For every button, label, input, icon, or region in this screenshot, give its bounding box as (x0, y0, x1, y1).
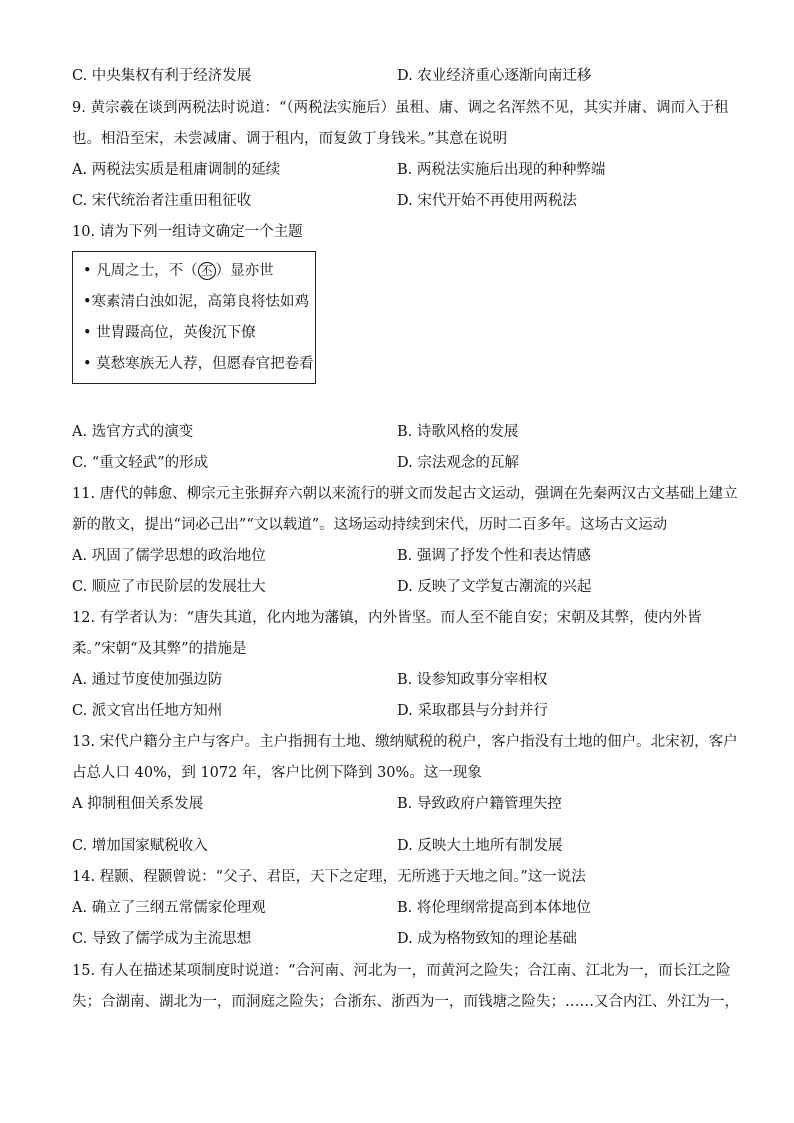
q14-stem: 14. 程颢、程颢曾说：“父子、君臣，天下之定理，无所逃于天地之间。”这一说法 (72, 869, 586, 885)
q10-poem-1-pre: • 凡周之士，不（ (83, 263, 198, 279)
q10-option-b: B. 诗歌风格的发展 (397, 424, 519, 440)
q12-option-a: A. 通过节度使加强边防 (72, 672, 223, 688)
q12-stem-line2: 柔。”宋朝“及其弊”的措施是 (72, 641, 247, 657)
q11-option-c: C. 顺应了市民阶层的发展壮大 (72, 579, 266, 595)
q8-option-d: D. 农业经济重心逐渐向南迁移 (397, 68, 592, 84)
q9-stem-line2: 也。相沿至宋，未尝减庸、调于租内，而复敛丁身钱米。”其意在说明 (72, 131, 508, 147)
q10-poem-2: •寒素清白浊如泥，高第良将怯如鸡 (83, 294, 310, 310)
circled-char: 丕 (198, 262, 216, 280)
q8-option-c: C. 中央集权有利于经济发展 (72, 68, 252, 84)
q15-stem-line1: 15. 有人在描述某项制度时说道：“合河南、河北为一，而黄河之险失；合江南、江北为一，而长江之险 (72, 963, 731, 979)
q14-option-c: C. 导致了儒学成为主流思想 (72, 931, 252, 947)
q9-option-c: C. 宋代统治者注重田租征收 (72, 193, 252, 209)
q14-option-b: B. 将伦理纲常提高到本体地位 (397, 900, 591, 916)
q13-option-d: D. 反映大土地所有制发展 (397, 838, 563, 854)
q10-poem-box (72, 251, 316, 384)
q9-option-a: A. 两税法实质是租庸调制的延续 (72, 162, 281, 178)
q11-stem-line1: 11. 唐代的韩愈、柳宗元主张摒弃六朝以来流行的骈文而发起古文运动，强调在先秦两汉古文基础上建立 (72, 486, 738, 502)
q10-poem-1 (83, 261, 274, 281)
q10-poem-3: • 世胄蹑高位，英俊沉下僚 (83, 325, 256, 341)
q10-stem: 10. 请为下列一组诗文确定一个主题 (72, 224, 303, 240)
q11-stem-line2: 新的散文，提出“词必己出”“文以载道”。这场运动持续到宋代，历时二百多年。这场古文运动 (72, 517, 668, 533)
q11-option-d: D. 反映了文学复古潮流的兴起 (397, 579, 592, 595)
q13-option-c: C. 增加国家赋税收入 (72, 838, 208, 854)
q9-option-b: B. 两税法实施后出现的种种弊端 (397, 162, 606, 178)
q12-stem-line1: 12. 有学者认为：“唐失其道，化内地为藩镇，内外皆坚。而人至不能自安；宋朝及其弊，使内外皆 (72, 610, 702, 626)
q14-option-a: A. 确立了三纲五常儒家伦理观 (72, 900, 266, 916)
q12-option-c: C. 派文官出任地方知州 (72, 703, 223, 719)
q9-stem-line1: 9. 黄宗羲在谈到两税法时说道：“（两税法实施后）虽租、庸、调之名浑然不见，其实并庸、调而入于租 (72, 100, 729, 116)
q10-option-c: C. “重文轻武”的形成 (72, 455, 209, 471)
q11-option-a: A. 巩固了儒学思想的政治地位 (72, 548, 266, 564)
q14-option-d: D. 成为格物致知的理论基础 (397, 931, 577, 947)
q13-option-a: A 抑制租佃关系发展 (72, 796, 204, 812)
q10-poem-4: • 莫愁寒族无人荐，但愿春官把卷看 (83, 356, 314, 372)
q12-option-b: B. 设参知政事分宰相权 (397, 672, 548, 688)
q13-stem-line1: 13. 宋代户籍分主户与客户。主户指拥有土地、缴纳赋税的税户，客户指没有土地的佃户。北宋初，客户 (72, 734, 738, 750)
q9-option-d: D. 宋代开始不再使用两税法 (397, 193, 577, 209)
q13-stem-line2: 占总人口 40%，到 1072 年，客户比例下降到 30%。这一现象 (72, 765, 482, 781)
q12-option-d: D. 采取郡县与分封并行 (397, 703, 548, 719)
q11-option-b: B. 强调了抒发个性和表达情感 (397, 548, 591, 564)
q10-option-a: A. 选官方式的演变 (72, 424, 194, 440)
q13-option-b: B. 导致政府户籍管理失控 (397, 796, 562, 812)
q15-stem-line2: 失；合湖南、湖北为一，而洞庭之险失；合浙东、浙西为一，而钱塘之险失；……又合内江、外江为一， (72, 994, 739, 1010)
q10-poem-1-post: ）显亦世 (215, 263, 274, 279)
q10-option-d: D. 宗法观念的瓦解 (397, 455, 519, 471)
